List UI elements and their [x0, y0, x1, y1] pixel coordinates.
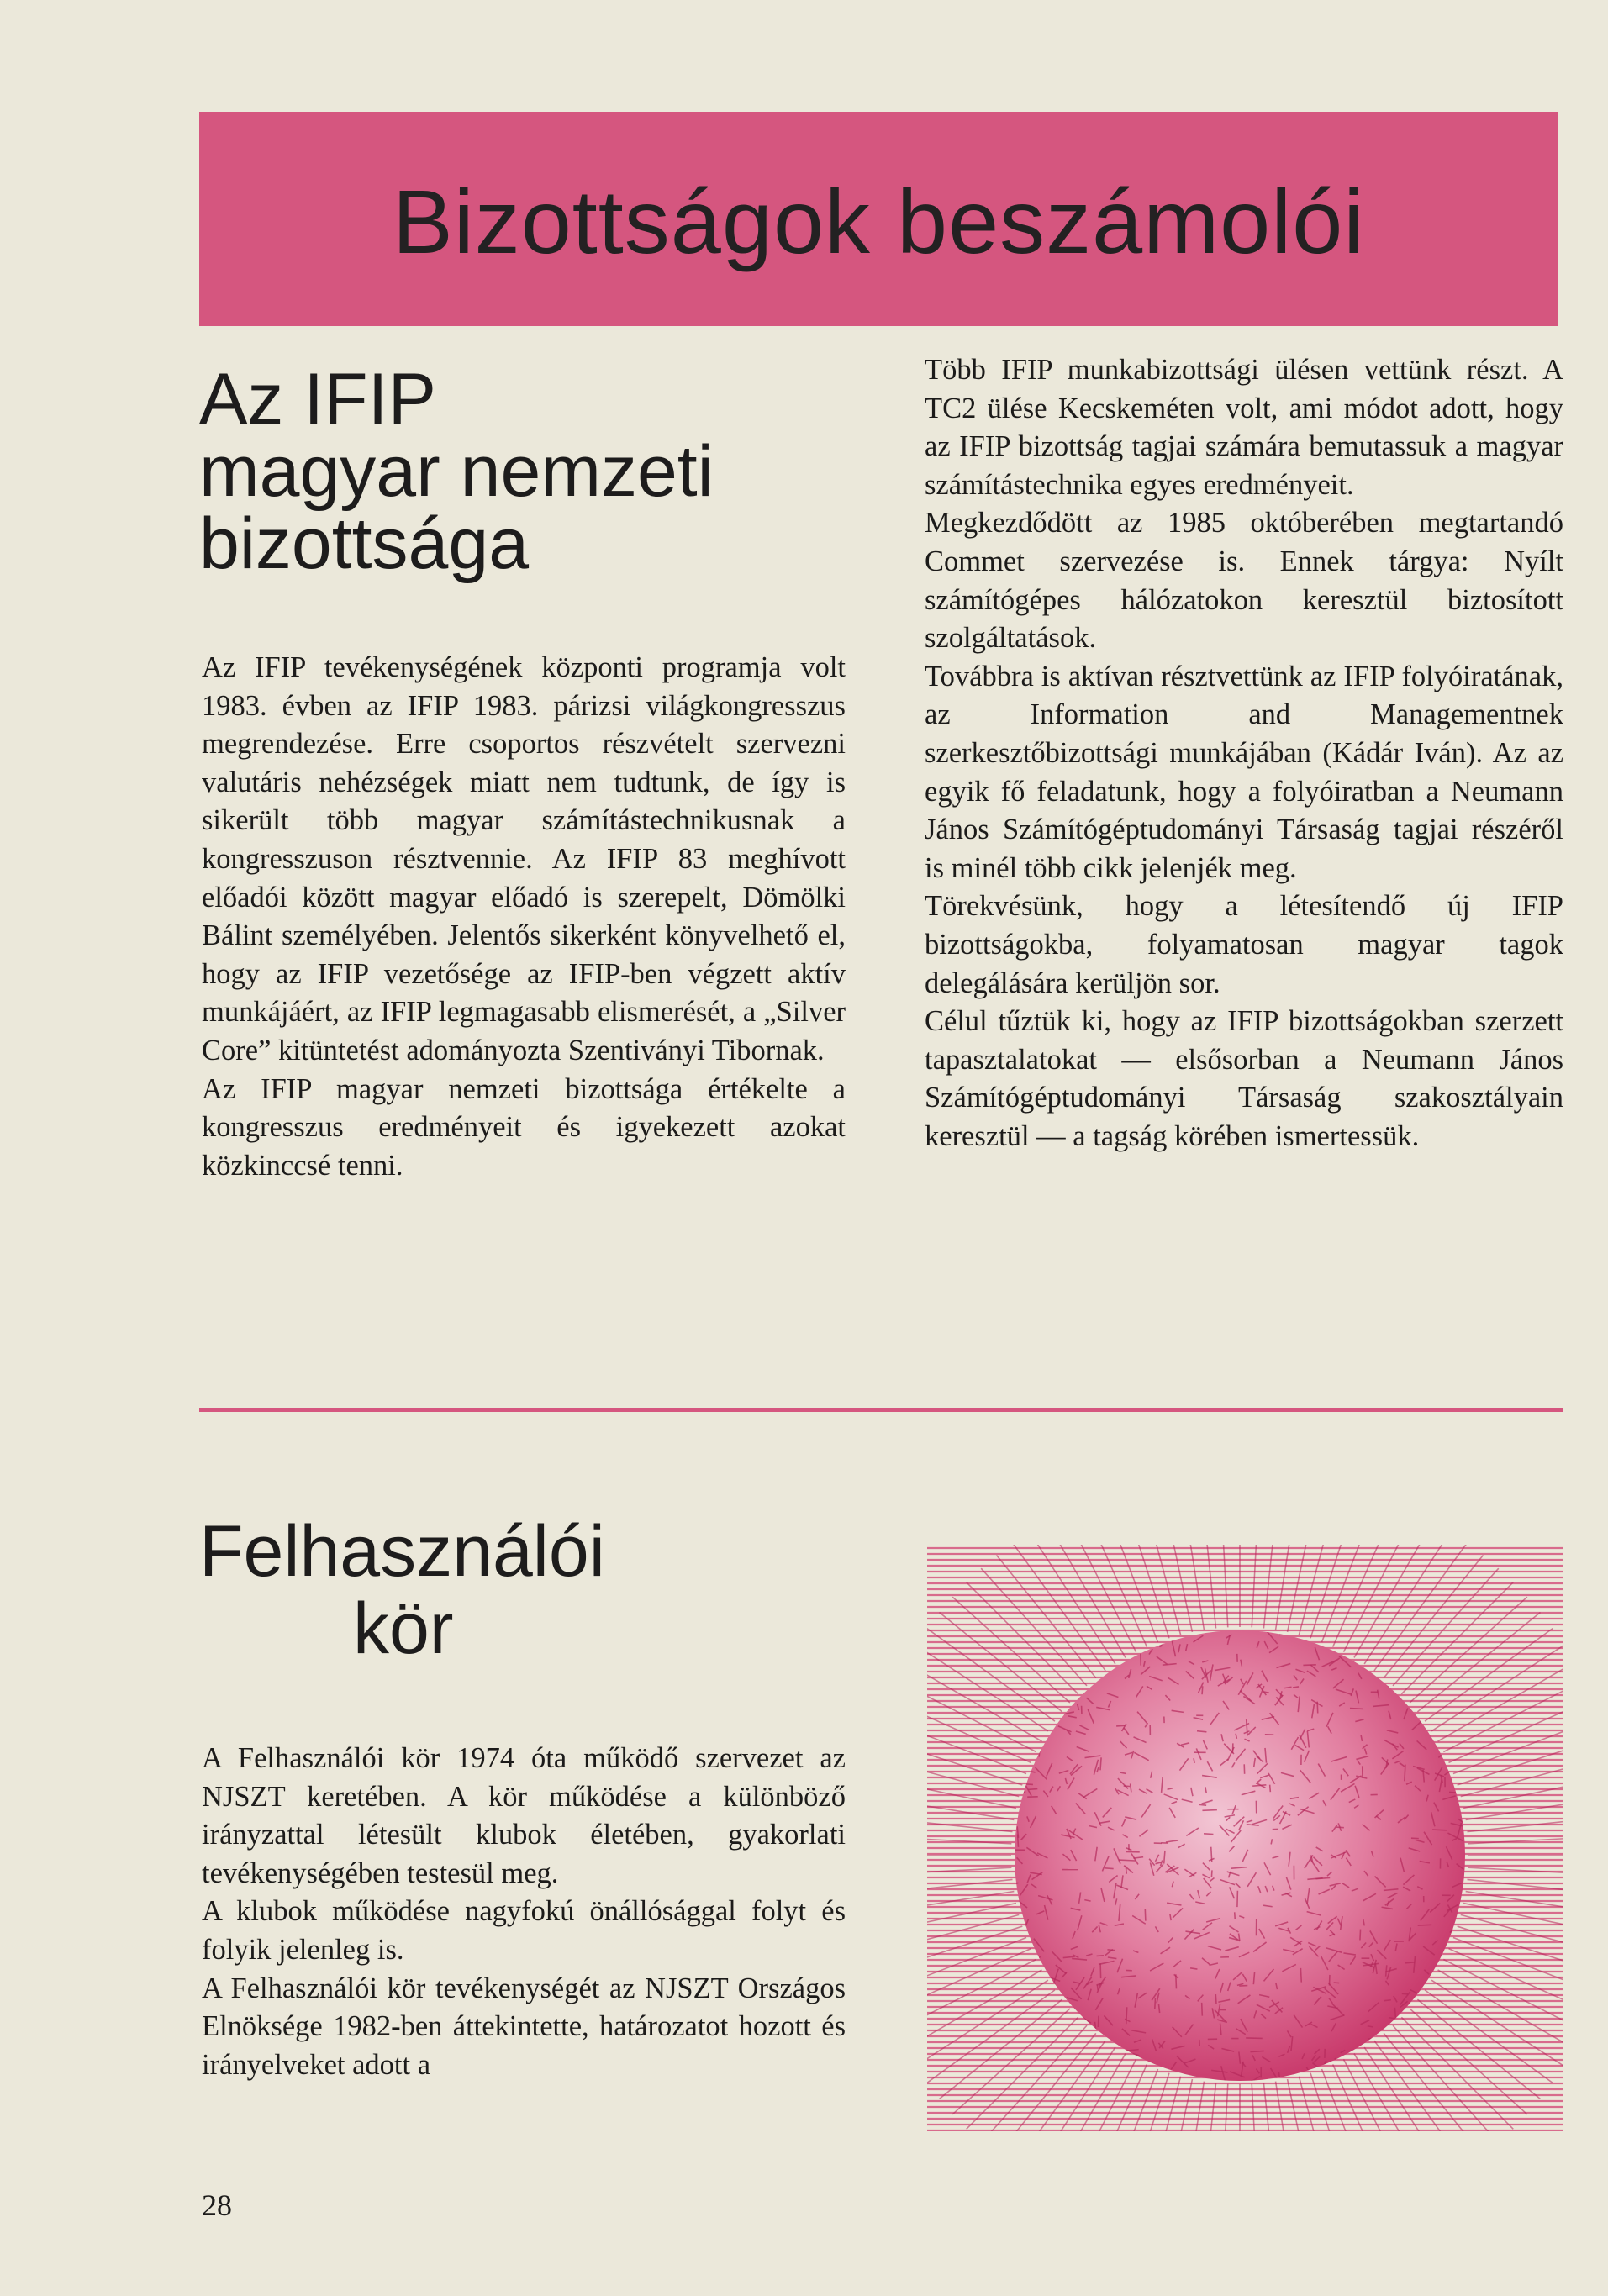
paragraph: A Felhasználói kör tevékenységét az NJSZT Országos Elnöksége 1982-ben áttekintette, határozatot hozott és irányelveket adott a [202, 1972, 846, 2081]
paragraph: Az IFIP tevékenységének központi programja volt 1983. évben az IFIP 1983. párizsi világkongresszus megrendezése. Erre csoportos részvételt szervezni valutáris nehézségek miatt nem tudtunk, de így is sikerült több magyar számítástechnikusnak a kongresszuson résztvennie. Az IFIP 83 meghívott előadói között magyar előadó is szerepelt, Dömölki Bálint személyében. Jelentős sikerként könyvelhető el, hogy az IFIP vezetősége az IFIP-ben végzett aktív munkájáért, az IFIP legmagasabb elismerését, a „Silver Core” kitüntetést adományozta Szentiványi Tibornak. [202, 651, 846, 1066]
ifip-right-column [925, 351, 1563, 1156]
paragraph: A Felhasználói kör 1974 óta működő szervezet az NJSZT keretében. A kör működése a különböző irányzattal létesült klubok életében, gyakorlati tevékenységében testesül meg. [202, 1742, 846, 1889]
sphere-disc [1015, 1630, 1465, 2081]
ifip-heading-line: Az IFIP [199, 359, 436, 440]
section-banner [199, 112, 1558, 326]
pink-line-sphere-illustration [927, 1545, 1563, 2131]
paragraph: Megkezdődött az 1985 októberében megtartandó Commet szervezése is. Ennek tárgya: Nyílt számítógépes hálózatokon keresztül biztosított szolgáltatások. [925, 507, 1563, 655]
paragraph: A klubok működése nagyfokú önállósággal folyt és folyik jelenleg is. [202, 1895, 846, 1966]
ifip-heading-line: magyar nemzeti [199, 431, 714, 512]
paragraph: Törekvésünk, hogy a létesítendő új IFIP bizottságokba, folyamatosan magyar tagok delegálására kerüljön sor. [925, 890, 1563, 999]
ifip-left-column [202, 649, 846, 1185]
ifip-heading-line: bizottsága [199, 503, 530, 584]
users-heading [199, 1513, 605, 1667]
section-divider [199, 1408, 1563, 1412]
users-heading-line: kör [353, 1588, 454, 1669]
paragraph: Továbbra is aktívan résztvettünk az IFIP folyóiratának, az Information and Managementnek szerkesztőbizottsági munkájában (Kádár Iván). Az az egyik fő feladatunk, hogy a folyóiratban a Neumann János Számítógéptudományi Társaság tagjai részéről is minél több cikk jelenjék meg. [925, 660, 1563, 884]
users-heading-line: Felhasználói [199, 1511, 605, 1592]
paragraph: Az IFIP magyar nemzeti bizottsága értékelte a kongresszus eredményeit és igyekezett azokat közkinccsé tenni. [202, 1072, 846, 1182]
banner-title: Bizottságok beszámolói [392, 171, 1365, 272]
users-column [202, 1740, 846, 2084]
ifip-heading [199, 359, 714, 584]
paragraph: Több IFIP munkabizottsági ülésen vettünk részt. A TC2 ülése Kecskeméten volt, ami módot adott, hogy az IFIP bizottság tagjai számára bemutassuk a magyar számítástechnika egyes eredményeit. [925, 354, 1563, 501]
page-number: 28 [202, 2188, 232, 2222]
paragraph: Célul tűztük ki, hogy az IFIP bizottságokban szerzett tapasztalatokat — elsősorban a Neumann János Számítógéptudományi Társaság szakosztályain keresztül — a tagság körében ismertessük. [925, 1005, 1563, 1152]
